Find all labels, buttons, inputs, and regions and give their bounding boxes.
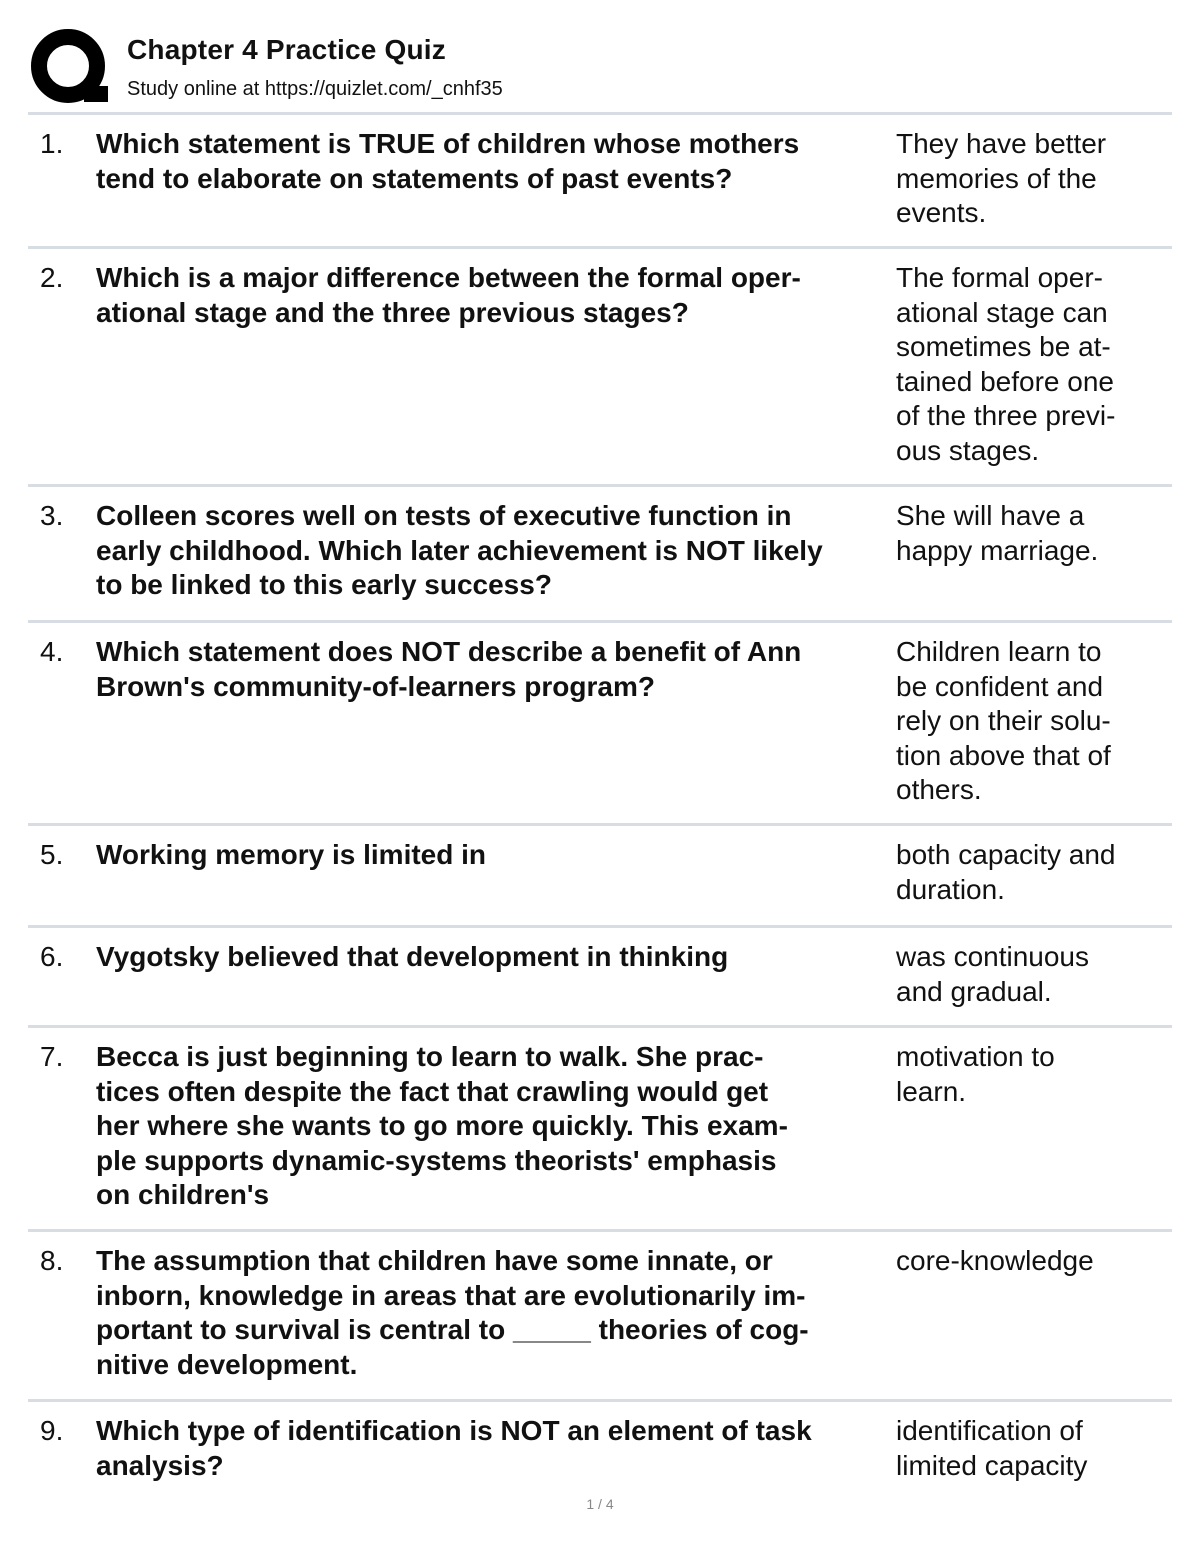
answer-text	[896, 499, 1172, 568]
answer-line: others.	[896, 774, 982, 805]
answer-line: and gradual.	[896, 975, 1052, 1007]
question-line: Which type of identification is NOT an element of task	[96, 1415, 812, 1446]
answer-line: core-knowledge	[896, 1245, 1094, 1276]
question-line: on children's	[96, 1179, 270, 1210]
page-title: Chapter 4 Practice Quiz	[127, 34, 446, 65]
answer-text	[896, 1040, 1172, 1109]
answer-line: was continuous	[896, 941, 1090, 972]
quiz-row	[28, 1028, 1172, 1232]
question-line: nitive development.	[96, 1348, 358, 1380]
question-text	[96, 940, 892, 975]
quiz-row	[28, 928, 1172, 1028]
question-line: tend to elaborate on statements of past events?	[96, 162, 733, 194]
answer-text	[896, 635, 1172, 808]
question-text	[96, 838, 892, 873]
study-online-link-text: Study online at https://quizlet.com/_cnhf35	[127, 78, 503, 100]
question-line: to be linked to this early success?	[96, 569, 552, 600]
answer-line: motivation to	[896, 1041, 1055, 1072]
quiz-row	[28, 115, 1172, 249]
question-number: 6.	[40, 941, 64, 972]
answer-line: tion above that of	[896, 739, 1111, 771]
answer-text	[896, 1414, 1172, 1483]
question-number: 5.	[40, 839, 64, 870]
answer-line: They have better	[896, 128, 1107, 159]
question-number: 8.	[40, 1245, 64, 1276]
answer-line: of the three previ-	[896, 400, 1116, 431]
answer-line: limited capacity	[896, 1449, 1088, 1481]
question-text	[96, 499, 892, 603]
answer-text	[896, 940, 1172, 1009]
answer-line: ous stages.	[896, 434, 1040, 466]
answer-line: both capacity and	[896, 839, 1116, 870]
question-line: tices often despite the fact that crawling would get	[96, 1075, 769, 1107]
answer-text	[896, 127, 1172, 231]
answer-line: memories of the	[896, 162, 1097, 194]
answer-line: identification of	[896, 1415, 1083, 1446]
answer-line: Children learn to	[896, 636, 1102, 667]
question-text	[96, 127, 892, 196]
question-line: The assumption that children have some innate, or	[96, 1245, 773, 1276]
answer-text	[896, 1244, 1172, 1279]
answer-text	[896, 838, 1172, 907]
quizlet-q-logo-icon	[30, 28, 110, 108]
answer-line: events.	[896, 197, 987, 228]
question-line: Which statement does NOT describe a benefit of Ann	[96, 636, 802, 667]
question-text	[96, 1244, 892, 1382]
question-text	[96, 261, 892, 330]
question-line: early childhood. Which later achievement is NOT likely	[96, 534, 823, 566]
question-number: 3.	[40, 500, 64, 531]
answer-line: happy marriage.	[896, 534, 1099, 566]
answer-line: duration.	[896, 873, 1005, 905]
question-number: 1.	[40, 128, 64, 159]
question-line: Brown's community-of-learners program?	[96, 670, 655, 702]
question-line: inborn, knowledge in areas that are evolutionarily im-	[96, 1279, 806, 1311]
question-line: ple supports dynamic-systems theorists' emphasis	[96, 1144, 777, 1176]
answer-line: tained before one	[896, 365, 1114, 397]
page-header	[30, 28, 1172, 112]
question-line: Becca is just beginning to learn to walk. She prac-	[96, 1041, 764, 1072]
quiz-row	[28, 1402, 1172, 1502]
quiz-row	[28, 487, 1172, 623]
question-text	[96, 635, 892, 704]
question-number: 4.	[40, 636, 64, 667]
question-line: her where she wants to go more quickly. This exam-	[96, 1110, 788, 1141]
question-text	[96, 1040, 892, 1213]
page-indicator: 1 / 4	[586, 1496, 614, 1512]
answer-line: The formal oper-	[896, 262, 1103, 293]
question-line: Working memory is limited in	[96, 839, 487, 870]
question-number: 9.	[40, 1415, 64, 1446]
quiz-row	[28, 623, 1172, 826]
question-line: Which statement is TRUE of children whose mothers	[96, 128, 800, 159]
question-text	[96, 1414, 892, 1483]
quiz-row	[28, 249, 1172, 487]
question-number: 2.	[40, 262, 64, 293]
question-number: 7.	[40, 1041, 64, 1072]
question-line: Vygotsky believed that development in thinking	[96, 941, 729, 972]
quiz-row	[28, 826, 1172, 928]
quiz-row	[28, 1232, 1172, 1402]
question-line: Which is a major difference between the formal oper-	[96, 262, 801, 293]
question-line: analysis?	[96, 1449, 224, 1481]
answer-line: She will have a	[896, 500, 1085, 531]
answer-text	[896, 261, 1172, 468]
answer-line: rely on their solu-	[896, 705, 1111, 736]
answer-line: learn.	[896, 1075, 967, 1107]
answer-line: ational stage can	[896, 296, 1108, 328]
quiz-list	[28, 115, 1172, 1502]
question-line: portant to survival is central to _____ theories of cog-	[96, 1314, 809, 1345]
answer-line: sometimes be at-	[896, 331, 1111, 362]
question-line: ational stage and the three previous stages?	[96, 296, 689, 328]
answer-line: be confident and	[896, 670, 1104, 702]
question-line: Colleen scores well on tests of executive function in	[96, 500, 792, 531]
